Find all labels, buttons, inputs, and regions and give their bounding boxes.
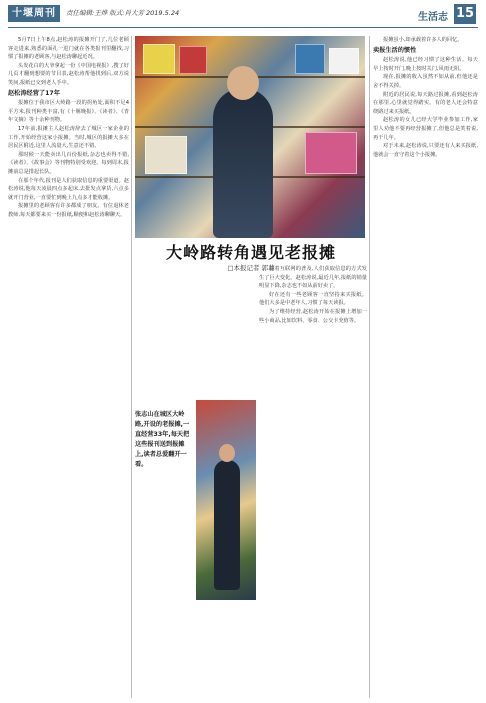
column-divider bbox=[369, 36, 370, 698]
header-rule bbox=[8, 27, 478, 28]
photo-caption: 张志山在城区大岭路,开设的老报摊,一直经营33年,每天把这些报刊送到报摊上,读者总爱翻开一看。 bbox=[135, 411, 190, 468]
paragraph: 赵松涛的女儿已经大学毕业参加工作,家里人劝他不要再经营报摊了,但他总是笑着说,再干几年。 bbox=[373, 117, 478, 141]
vendor-figure bbox=[213, 88, 273, 238]
column-divider bbox=[131, 36, 132, 698]
paragraph: 现在,报摊的收入虽然不如从前,但他还是舍不得关掉。 bbox=[373, 74, 478, 89]
article-column-right bbox=[373, 36, 478, 698]
paragraph: 对于未来,赵松涛说,只要还有人来买报纸,他就会一直守着这个小报摊。 bbox=[373, 143, 478, 158]
paragraph: 5月7日上午8点,赵松涛的报摊开门了,几位老顾客走进来,熟悉的面孔一进门就在各类报刊里翻找,习惯了报摊的老顾客,与赵松涛聊起近况。 bbox=[8, 37, 129, 61]
paragraph: 在那个年代,报刊是人们获取信息的重要渠道。赵松涛说,他每天凌晨四点多起床,去批发点拿货,六点多就开门营业,一直要忙到晚上九点多才能收摊。 bbox=[8, 177, 129, 201]
paragraph: 17年前,报摊主人赵松涛辞去了城区一家企业的工作,开始经营这家小报摊。当时,城区的报摊大多在居民区附近,这里人流量大,生意还不错。 bbox=[8, 125, 129, 150]
paragraph: 头发花白的大爷拿起一份《中国电视报》,搜了好几页才翻到想要的节目表,赵松涛帮他找到后,双方说笑间,报纸已交到老人手中。 bbox=[8, 62, 129, 86]
paragraph: 报摊里的老顾客有许多都成了朋友。有位退休老教师,每天都要来买一份报纸,顺便和赵松涛聊聊天。 bbox=[8, 203, 129, 218]
editor-line: 责任编辑:王烨 版式:肖大芳 2019.5.24 bbox=[66, 9, 180, 17]
article-column-left bbox=[8, 36, 129, 698]
subheading: 卖报生活的惯性 bbox=[373, 46, 417, 54]
paragraph: 为了维持经营,赵松涛开始在报摊上增加一些小商品,比如饮料、零食、公交卡充值等。 bbox=[259, 308, 367, 324]
article-column-middle bbox=[259, 265, 367, 698]
article-headline: 大岭路转角遇见老报摊 bbox=[165, 243, 336, 262]
paragraph: 报摊位于我市区大岭路一段的拐角处,面积不足4平方米,报刊种类丰富,有《十堰晚报》、《读者》、《青年文摘》等十余种刊物。 bbox=[8, 100, 129, 124]
paragraph: 报摊虽小,却承载着许多人的回忆。 bbox=[383, 37, 463, 43]
paragraph: 附近的居民说,每天路过报摊,看到赵松涛在那里,心里就觉得踏实。有的老人还会特意绕路过来买报纸。 bbox=[373, 91, 478, 115]
section-title: 生活志 bbox=[418, 12, 448, 23]
article-byline: □本报记者 郭菲 bbox=[227, 264, 275, 272]
vendor-photo bbox=[196, 400, 256, 600]
paragraph: 随着互联网的普及,人们获取信息的方式发生了巨大变化。赵松涛说,最近几年,报纸的销量明显下降,杂志也不如从前好卖了。 bbox=[259, 266, 367, 290]
page-number: 15 bbox=[454, 4, 476, 24]
subheading: 赵松涛经营了17年 bbox=[8, 89, 60, 97]
newsstand-photo bbox=[135, 36, 365, 238]
paragraph: 好在还有一些老顾客一直坚持来买报纸。他们大多是中老年人,习惯了每天读报。 bbox=[259, 291, 367, 307]
page-header bbox=[0, 0, 486, 30]
paragraph: 那时候一天能卖出几百份报纸,杂志也卖得不错,《读者》、《故事会》等刊物特别受欢迎。每到周末,报摊前总是排起长队。 bbox=[8, 151, 129, 175]
paragraph: 赵松涛说,他已经习惯了这种生活。每天早上按时开门,晚上按时关门,风雨无阻。 bbox=[373, 57, 478, 72]
masthead: 十堰周刊 bbox=[8, 5, 60, 22]
